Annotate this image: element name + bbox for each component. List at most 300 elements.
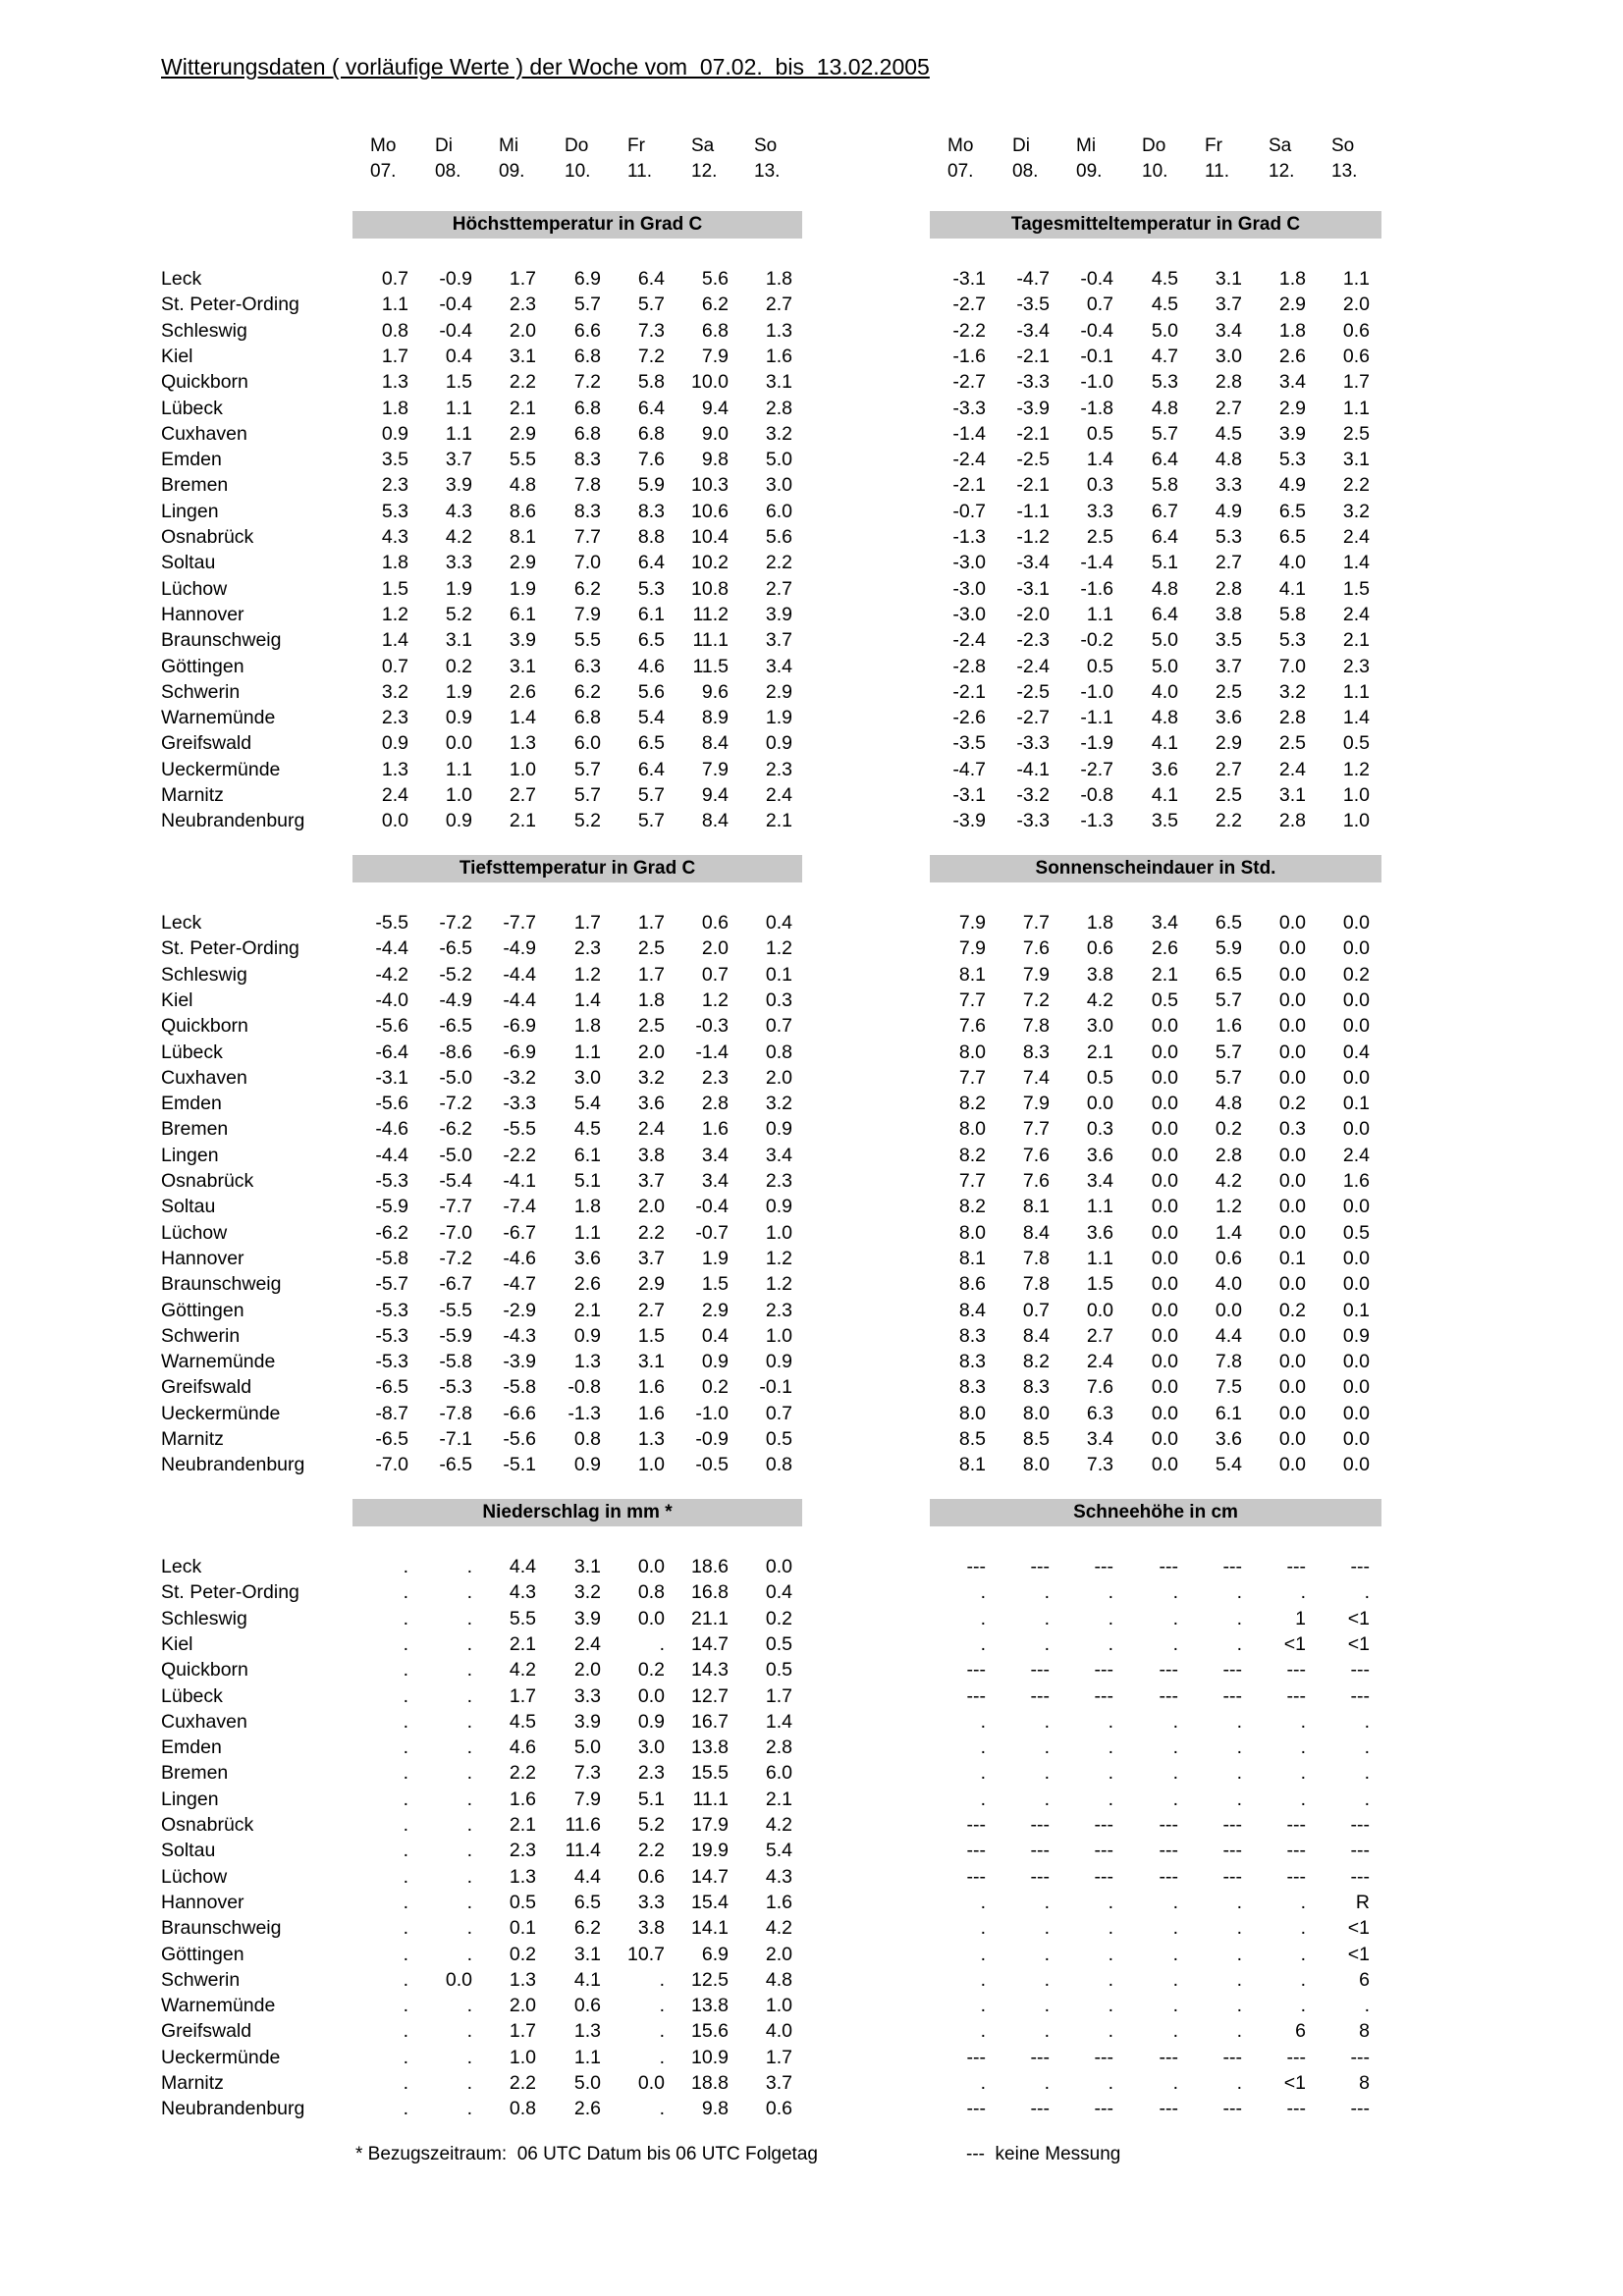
table-cell: 0.0 (1151, 1118, 1178, 1141)
table-cell: 8 (1359, 2072, 1370, 2094)
table-cell: --- (1350, 2046, 1370, 2068)
table-cell: 0.0 (765, 1556, 792, 1577)
table-cell: 8.1 (1022, 1196, 1050, 1218)
table-cell: --- (1094, 2046, 1113, 2068)
table-cell: 0.9 (765, 1196, 792, 1218)
table-cell: 8.0 (958, 1221, 986, 1244)
table-cell: 8.4 (701, 732, 729, 755)
table-cell: 2.3 (765, 758, 792, 780)
table-cell: . (1108, 2072, 1113, 2094)
table-cell: 6.4 (1151, 449, 1178, 471)
table-cell: . (1300, 1968, 1306, 1991)
table-cell: 1.0 (765, 1324, 792, 1347)
table-cell: --- (1350, 1814, 1370, 1836)
table-cell: 3.8 (637, 1144, 665, 1166)
table-cell: -5.3 (375, 1351, 408, 1373)
table-cell: 2.4 (637, 1118, 665, 1141)
table-cell: 5.8 (1151, 474, 1178, 497)
table-cell: 1.4 (1342, 552, 1370, 574)
table-cell: . (1044, 1607, 1050, 1629)
table-cell: 0.4 (765, 1581, 792, 1604)
table-cell: 3.1 (1215, 268, 1242, 290)
table-cell: 1.8 (573, 1196, 601, 1218)
table-cell: . (403, 1840, 408, 1862)
table-cell: 2.8 (701, 1093, 729, 1115)
table-cell: . (1300, 1736, 1306, 1759)
table-cell: 1.8 (1278, 268, 1306, 290)
table-cell: --- (1159, 2098, 1178, 2120)
station-name: St. Peter-Ording (161, 294, 299, 316)
table-cell: 3.7 (637, 1170, 665, 1192)
table-cell: 0.5 (1086, 1066, 1113, 1089)
table-cell: 0.5 (509, 1891, 536, 1913)
table-cell: -7.0 (439, 1221, 472, 1244)
table-cell: -5.2 (439, 963, 472, 986)
table-cell: 7.9 (958, 912, 986, 934)
table-cell: . (403, 1943, 408, 1965)
table-cell: 5.0 (1151, 629, 1178, 652)
table-cell: -6.7 (503, 1221, 536, 1244)
table-cell: 2.2 (637, 1221, 665, 1244)
table-cell: . (403, 1684, 408, 1707)
station-name: Kiel (161, 345, 193, 367)
station-name: Göttingen (161, 1299, 244, 1321)
table-cell: 1.3 (765, 319, 792, 342)
table-cell: --- (1350, 1865, 1370, 1888)
table-cell: 8.3 (573, 500, 601, 522)
table-cell: 6.5 (637, 732, 665, 755)
table-cell: -1.0 (1080, 371, 1113, 394)
table-cell: 2.8 (1215, 577, 1242, 600)
table-cell: -4.7 (952, 758, 986, 780)
station-name: Cuxhaven (161, 422, 247, 445)
table-cell: 3.8 (637, 1917, 665, 1940)
table-cell: 3.6 (1086, 1221, 1113, 1244)
table-cell: . (1108, 1736, 1113, 1759)
table-cell: -5.5 (439, 1299, 472, 1321)
table-cell: . (403, 1556, 408, 1577)
table-cell: 2.6 (1151, 937, 1178, 960)
section-title: Schneehöhe in cm (930, 1499, 1381, 1526)
table-cell: . (1236, 1891, 1242, 1913)
table-cell: 7.7 (958, 1066, 986, 1089)
table-cell: --- (1159, 1684, 1178, 1707)
table-cell: 8.5 (958, 1428, 986, 1450)
station-name: Lüchow (161, 1221, 228, 1244)
station-name: Warnemünde (161, 1351, 276, 1373)
table-cell: -4.3 (503, 1324, 536, 1347)
table-cell: 2.2 (637, 1840, 665, 1862)
table-cell: -0.7 (952, 500, 986, 522)
table-cell: 3.5 (1151, 810, 1178, 832)
table-cell: -1.4 (952, 422, 986, 445)
table-cell: 7.5 (1215, 1376, 1242, 1399)
table-cell: 0.3 (765, 988, 792, 1011)
table-cell: 0.0 (1342, 1376, 1370, 1399)
table-cell: 7.8 (1022, 1273, 1050, 1296)
table-cell: 3.6 (1215, 707, 1242, 729)
table-cell: 6.4 (637, 758, 665, 780)
table-cell: -1.4 (1080, 552, 1113, 574)
day-label: So (1331, 135, 1355, 156)
station-name: Hannover (161, 603, 244, 625)
table-cell: . (403, 1995, 408, 2017)
table-cell: 14.1 (691, 1917, 729, 1940)
table-cell: --- (1286, 1865, 1306, 1888)
table-cell: 7.6 (1022, 1144, 1050, 1166)
table-cell: 0.0 (637, 2072, 665, 2094)
table-cell: 10.6 (691, 500, 729, 522)
table-cell: . (1236, 1632, 1242, 1655)
table-cell: 0.6 (765, 2098, 792, 2120)
table-cell: 0.4 (445, 345, 472, 367)
table-cell: 5.1 (573, 1170, 601, 1192)
table-cell: 4.5 (509, 1710, 536, 1733)
table-cell: -5.3 (375, 1299, 408, 1321)
table-cell: 2.5 (637, 1015, 665, 1038)
table-cell: -5.6 (375, 1093, 408, 1115)
table-cell: 0.0 (1342, 1402, 1370, 1424)
table-cell: 2.3 (509, 1840, 536, 1862)
table-cell: 0.0 (1342, 1454, 1370, 1476)
table-cell: -3.3 (1016, 810, 1050, 832)
table-cell: -1.8 (1080, 397, 1113, 419)
table-cell: . (403, 1710, 408, 1733)
station-name: Braunschweig (161, 1273, 282, 1296)
table-cell: 3.0 (1086, 1015, 1113, 1038)
table-cell: 8.0 (958, 1041, 986, 1063)
table-cell: 0.0 (1278, 1351, 1306, 1373)
table-cell: 0.0 (445, 1968, 472, 1991)
table-cell: -0.4 (695, 1196, 729, 1218)
table-cell: 2.4 (1278, 758, 1306, 780)
station-name: Osnabrück (161, 1170, 254, 1192)
table-cell: 7.6 (1086, 1376, 1113, 1399)
table-cell: 3.4 (765, 655, 792, 677)
table-cell: 5.7 (573, 758, 601, 780)
table-cell: -0.4 (439, 319, 472, 342)
table-cell: 6.0 (765, 1762, 792, 1785)
table-cell: -1.0 (695, 1402, 729, 1424)
table-cell: 1.0 (765, 1221, 792, 1244)
table-cell: . (980, 1917, 986, 1940)
table-cell: 11.5 (692, 655, 729, 677)
table-cell: 7.4 (1022, 1066, 1050, 1089)
table-cell: 0.0 (1151, 1015, 1178, 1038)
table-cell: 0.0 (1342, 1015, 1370, 1038)
table-cell: -1.6 (1080, 577, 1113, 600)
table-cell: . (1172, 1943, 1178, 1965)
table-cell: 1.7 (509, 2020, 536, 2043)
table-cell: -4.6 (503, 1247, 536, 1269)
table-cell: 2.1 (573, 1299, 601, 1321)
table-cell: 6 (1295, 2020, 1306, 2043)
table-cell: . (1172, 1762, 1178, 1785)
day-label: Mi (499, 135, 519, 156)
table-cell: --- (1030, 1659, 1050, 1682)
table-cell: 5.4 (573, 1093, 601, 1115)
table-cell: . (1044, 1995, 1050, 2017)
table-cell: 8.3 (1022, 1376, 1050, 1399)
table-cell: <1 (1283, 2072, 1306, 2094)
table-cell: 3.5 (381, 449, 408, 471)
table-cell: . (1044, 1917, 1050, 1940)
table-cell: -5.6 (503, 1428, 536, 1450)
table-cell: 5.7 (1215, 988, 1242, 1011)
table-cell: 0.2 (637, 1659, 665, 1682)
table-cell: 3.2 (381, 680, 408, 703)
table-cell: . (1236, 1710, 1242, 1733)
table-cell: -5.3 (439, 1376, 472, 1399)
table-cell: 0.9 (637, 1710, 665, 1733)
table-cell: 3.7 (1215, 294, 1242, 316)
table-cell: -6.5 (439, 937, 472, 960)
table-cell: 6.7 (1151, 500, 1178, 522)
table-cell: 1.1 (1342, 680, 1370, 703)
station-name: Lingen (161, 500, 219, 522)
table-cell: 2.3 (573, 937, 601, 960)
table-cell: --- (1159, 1865, 1178, 1888)
table-cell: 1.0 (445, 784, 472, 806)
table-cell: 0.2 (509, 1943, 536, 1965)
table-cell: 8.3 (958, 1351, 986, 1373)
table-cell: 6.5 (1215, 963, 1242, 986)
table-cell: -8.6 (439, 1041, 472, 1063)
table-cell: 1.9 (701, 1247, 729, 1269)
table-cell: 3.0 (765, 474, 792, 497)
table-cell: -6.5 (375, 1376, 408, 1399)
table-cell: 5.3 (1278, 449, 1306, 471)
table-cell: --- (1094, 1556, 1113, 1577)
table-cell: --- (1286, 1556, 1306, 1577)
table-cell: 5.0 (1151, 319, 1178, 342)
table-cell: 2.4 (1342, 526, 1370, 548)
table-cell: 4.8 (1151, 577, 1178, 600)
station-name: Ueckermünde (161, 1402, 281, 1424)
table-cell: 1.4 (765, 1710, 792, 1733)
table-cell: 1.5 (1086, 1273, 1113, 1296)
table-cell: 6.4 (637, 552, 665, 574)
table-cell: 3.1 (573, 1943, 601, 1965)
table-cell: . (659, 2098, 665, 2120)
station-name: Leck (161, 912, 202, 934)
day-label: Sa (1269, 135, 1292, 156)
table-cell: . (1044, 1943, 1050, 1965)
station-name: Quickborn (161, 1015, 248, 1038)
table-cell: . (403, 1659, 408, 1682)
table-cell: 4.0 (1151, 680, 1178, 703)
table-cell: -1.3 (952, 526, 986, 548)
table-cell: -7.2 (439, 1093, 472, 1115)
table-cell: -3.4 (1016, 552, 1050, 574)
table-cell: . (466, 1762, 472, 1785)
table-cell: . (1364, 1710, 1370, 1733)
table-cell: 8.6 (509, 500, 536, 522)
table-cell: 2.5 (637, 937, 665, 960)
table-cell: 5.5 (509, 449, 536, 471)
table-cell: . (659, 1968, 665, 1991)
table-cell: -0.2 (1080, 629, 1113, 652)
table-cell: 3.4 (1278, 371, 1306, 394)
table-cell: --- (1286, 1659, 1306, 1682)
table-cell: . (466, 1995, 472, 2017)
table-cell: -5.8 (375, 1247, 408, 1269)
table-cell: . (466, 1659, 472, 1682)
table-cell: 2.7 (765, 577, 792, 600)
table-cell: --- (1222, 1684, 1242, 1707)
table-cell: 7.2 (1022, 988, 1050, 1011)
table-cell: 1.0 (509, 758, 536, 780)
table-cell: --- (1094, 1814, 1113, 1836)
table-cell: 1.2 (1342, 758, 1370, 780)
table-cell: 2.0 (509, 1995, 536, 2017)
station-name: Braunschweig (161, 1917, 282, 1940)
table-cell: 13.8 (691, 1736, 729, 1759)
table-cell: 0.4 (765, 912, 792, 934)
table-cell: --- (1286, 1684, 1306, 1707)
table-cell: 2.3 (765, 1299, 792, 1321)
table-cell: 0.8 (573, 1428, 601, 1450)
table-cell: -4.7 (503, 1273, 536, 1296)
station-name: Schwerin (161, 1324, 241, 1347)
table-cell: 6.1 (1215, 1402, 1242, 1424)
table-cell: 2.5 (1215, 680, 1242, 703)
table-cell: 8.2 (1022, 1351, 1050, 1373)
table-cell: 0.0 (1151, 1221, 1178, 1244)
table-cell: . (1236, 1917, 1242, 1940)
table-cell: -5.7 (375, 1273, 408, 1296)
table-cell: . (1044, 1632, 1050, 1655)
day-label: Do (565, 135, 589, 156)
table-cell: -6.2 (375, 1221, 408, 1244)
table-cell: 4.2 (445, 526, 472, 548)
table-cell: . (466, 1736, 472, 1759)
table-cell: 2.0 (765, 1066, 792, 1089)
table-cell: 8.1 (958, 963, 986, 986)
table-cell: 3.2 (765, 1093, 792, 1115)
page-title: Witterungsdaten ( vorläufige Werte ) der Woche vom 07.02. bis 13.02.2005 (161, 54, 930, 80)
table-cell: 0.6 (1342, 319, 1370, 342)
station-name: Hannover (161, 1247, 244, 1269)
table-cell: . (980, 1736, 986, 1759)
station-name: Leck (161, 1556, 202, 1577)
table-cell: --- (1159, 1659, 1178, 1682)
table-cell: 8.3 (958, 1376, 986, 1399)
table-cell: 0.8 (381, 319, 408, 342)
table-cell: . (1044, 1736, 1050, 1759)
table-cell: 0.0 (1151, 1066, 1178, 1089)
table-cell: 14.3 (691, 1659, 729, 1682)
table-cell: 0.0 (1151, 1324, 1178, 1347)
table-cell: -3.0 (952, 577, 986, 600)
table-cell: 3.2 (1342, 500, 1370, 522)
table-cell: . (466, 2020, 472, 2043)
station-name: Schleswig (161, 963, 247, 986)
table-cell: 18.6 (691, 1556, 729, 1577)
table-cell: 0.5 (1342, 732, 1370, 755)
table-cell: 3.0 (637, 1736, 665, 1759)
table-cell: 5.3 (381, 500, 408, 522)
table-cell: 0.7 (381, 655, 408, 677)
station-name: Emden (161, 1093, 222, 1115)
table-cell: 0.9 (573, 1454, 601, 1476)
table-cell: 1.3 (637, 1428, 665, 1450)
table-cell: . (980, 1632, 986, 1655)
table-cell: 3.1 (445, 629, 472, 652)
station-name: Lingen (161, 1788, 219, 1810)
table-cell: 0.1 (1342, 1299, 1370, 1321)
day-label: Do (1142, 135, 1166, 156)
table-cell: 1.2 (765, 1247, 792, 1269)
table-cell: --- (1030, 2098, 1050, 2120)
table-cell: . (1364, 1581, 1370, 1604)
table-cell: 7.2 (573, 371, 601, 394)
table-cell: 4.2 (1086, 988, 1113, 1011)
table-cell: 7.9 (701, 758, 729, 780)
table-cell: . (1300, 1891, 1306, 1913)
table-cell: 0.3 (1278, 1118, 1306, 1141)
table-cell: 2.9 (637, 1273, 665, 1296)
table-cell: 1.4 (381, 629, 408, 652)
table-cell: . (980, 2072, 986, 2094)
table-cell: 0.0 (1278, 1041, 1306, 1063)
table-cell: 0.0 (637, 1684, 665, 1707)
table-cell: --- (1222, 1556, 1242, 1577)
table-cell: . (1108, 1710, 1113, 1733)
table-cell: . (1108, 1607, 1113, 1629)
table-cell: 0.4 (1342, 1041, 1370, 1063)
table-cell: . (403, 2046, 408, 2068)
table-cell: . (659, 1995, 665, 2017)
table-cell: . (403, 1865, 408, 1888)
table-cell: <1 (1347, 1632, 1370, 1655)
table-cell: 7.3 (1086, 1454, 1113, 1476)
station-name: Schwerin (161, 1968, 241, 1991)
table-cell: . (1044, 1762, 1050, 1785)
table-cell: 2.7 (1215, 552, 1242, 574)
table-cell: 1 (1295, 1607, 1306, 1629)
table-cell: 3.8 (1086, 963, 1113, 986)
date-label: 07. (947, 161, 974, 182)
table-cell: 2.1 (765, 810, 792, 832)
table-cell: 4.2 (765, 1814, 792, 1836)
table-cell: 4.5 (1151, 268, 1178, 290)
table-cell: -5.6 (375, 1015, 408, 1038)
table-cell: 8.0 (1022, 1402, 1050, 1424)
table-cell: 2.0 (637, 1196, 665, 1218)
table-cell: 6.3 (573, 655, 601, 677)
table-cell: 7.7 (573, 526, 601, 548)
table-cell: 5.1 (1151, 552, 1178, 574)
table-cell: 4.6 (509, 1736, 536, 1759)
table-cell: -3.9 (1016, 397, 1050, 419)
table-cell: 0.9 (701, 1351, 729, 1373)
table-cell: 2.6 (1278, 345, 1306, 367)
section-title: Niederschlag in mm * (352, 1499, 802, 1526)
table-cell: 4.5 (1215, 422, 1242, 445)
table-cell: 0.0 (1278, 937, 1306, 960)
table-cell: 7.8 (1022, 1015, 1050, 1038)
table-cell: 6.4 (1151, 526, 1178, 548)
station-name: Bremen (161, 474, 229, 497)
table-cell: 0.0 (1278, 988, 1306, 1011)
table-cell: . (403, 1581, 408, 1604)
table-cell: 7.6 (637, 449, 665, 471)
table-cell: --- (1222, 2098, 1242, 2120)
table-cell: . (1236, 1762, 1242, 1785)
table-cell: . (1172, 1607, 1178, 1629)
table-cell: 2.2 (509, 2072, 536, 2094)
